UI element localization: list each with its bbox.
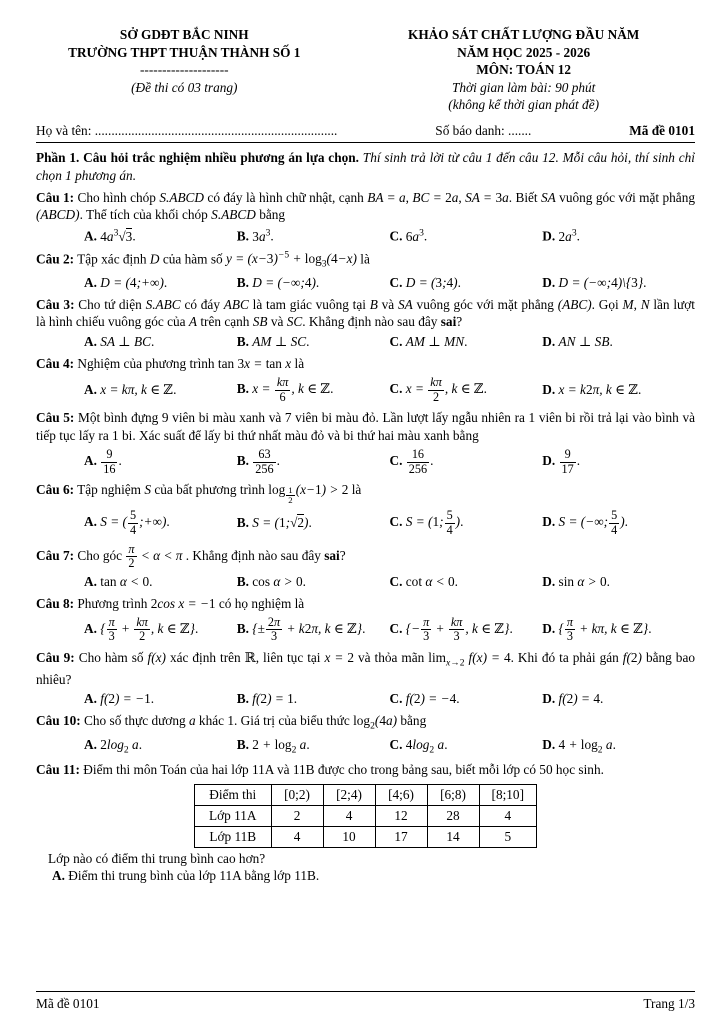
duration-line: Thời gian làm bài: 90 phút (451, 79, 596, 95)
question-text: Phương trình 2cos x = −1 có họ nghiệm là (77, 595, 305, 611)
option-b: B. {± $\frac{2\pi}{3}$ + k2π, k ∈ ℤ}. (236, 614, 366, 644)
question-text: Cho hình chóp S.ABCD có đáy là hình chữ nhật, cạnh BA = a, BC = 2a, SA = 3a. Biết SA vuông góc với mặt phẳng (ABCD). Thể tích của khối chóp S.ABCD bằng (36, 189, 695, 223)
question-10 (36, 712, 695, 756)
question-label: Câu 10: (36, 713, 81, 729)
table-cell: 28 (427, 806, 479, 827)
question-11-followup: Lớp nào có điểm thi trung bình cao hơn? (48, 851, 266, 867)
option-d: D. $2a^3$. (542, 227, 580, 244)
option-b: B. $2 + \log_2 a$. (236, 736, 310, 756)
question-7 (36, 543, 695, 591)
question-text: Cho hàm số f(x) xác định trên ℝ, liên tục tại x = 2 và thỏa mãn $\lim_{x\to 2} f(x) = 4$. Khi đó ta phải gán f(2) bằng bao nhiêu? (36, 650, 695, 687)
option-a: A. SA ⊥ BC. (84, 334, 155, 350)
question-2 (36, 250, 695, 292)
header-divider (36, 142, 695, 143)
table-cell: 12 (375, 806, 427, 827)
option-b: B. AM ⊥ SC. (236, 334, 310, 350)
question-9 (36, 649, 695, 708)
table-cell: 17 (375, 827, 427, 848)
option-a: A. $\frac{9}{16}$ . (84, 447, 122, 476)
option-b: B. x = $\frac{k\pi}{6}$ , k ∈ ℤ. (236, 375, 334, 404)
option-a: A. { $\frac{\pi}{3}$ + $\frac{k\pi}{2}$ , k ∈ ℤ}. (84, 614, 199, 644)
options-row (36, 448, 695, 476)
question-text: Tập xác định D của hàm số $y = (x-3)^{-5} + \log_3(4-x)$ là (77, 249, 370, 270)
footer-exam-code: Mã đề 0101 (36, 996, 100, 1011)
option-a: A. f(2) = −1. (84, 691, 155, 707)
options-row (36, 574, 695, 590)
question-text: Điểm thi môn Toán của hai lớp 11A và 11B được cho trong bảng sau, biết mỗi lớp có 50 học sinh. (83, 761, 604, 777)
table-header-cell: [6;8) (427, 785, 479, 806)
question-label: Câu 1: (36, 189, 75, 205)
question-text: Một bình đựng 9 viên bi màu xanh và 7 viên bi màu đỏ. Lần lượt lấy ngẫu nhiên ra 1 viên bi rồi trả lại vào bình và tiếp tục lấy ra 1 bi. Xác suất để lấy bi thứ nhất màu đỏ và bi thứ hai màu xanh bằng (36, 410, 696, 444)
table-row-label: Lớp 11B (194, 827, 271, 848)
question-11 (36, 761, 695, 885)
table-cell: 4 (271, 827, 323, 848)
header-right (352, 26, 695, 114)
option-b: B. f(2) = 1. (236, 691, 298, 707)
option-b: B. $\frac{63}{256}$ . (236, 447, 280, 476)
option-d: D. $4 + \log_2 a$. (542, 736, 616, 756)
candidate-number-label: Số báo danh: ....... (435, 122, 532, 138)
option-d: D. $\frac{9}{17}$ . (542, 447, 581, 476)
option-b: B. S = (1;√2). (236, 515, 312, 531)
footer-page-number: Trang 1/3 (643, 996, 695, 1011)
option-c: C. S = (1; $\frac{5}{4}$ ). (389, 508, 464, 537)
option-c: C. AM ⊥ MN. (389, 334, 468, 350)
option-d: D. x = k2π, k ∈ ℤ. (542, 382, 642, 398)
question-4 (36, 355, 695, 405)
table-cell: 5 (479, 827, 537, 848)
name-field-label: Họ và tên: ......................................................................... (36, 122, 338, 138)
question-label: Câu 6: (36, 482, 75, 498)
question-text: Cho góc $\frac{\pi}{2}$ < α < π . Khẳng định nào sau đây sai? (77, 541, 346, 571)
question-5 (36, 409, 695, 477)
table-header-cell: [2;4) (323, 785, 375, 806)
option-b: B. cos α > 0. (236, 573, 306, 589)
table-row-label: Lớp 11A (194, 806, 271, 827)
table-header-cell: [4;6) (375, 785, 427, 806)
part1-instruction: Thí sinh trả lời từ câu 1 đến câu 12. Mỗi câu hỏi, thí sinh chỉ chọn 1 phương án. (36, 150, 696, 183)
table-header-cell: [8;10] (479, 785, 537, 806)
school-year: NĂM HỌC 2025 - 2026 (457, 44, 591, 60)
question-1 (36, 189, 695, 246)
option-a: A. tan α < 0. (84, 573, 153, 589)
question-6 (36, 481, 695, 538)
exam-title: KHẢO SÁT CHẤT LƯỢNG ĐẦU NĂM (407, 27, 640, 42)
school-name: TRƯỜNG THPT THUẬN THÀNH SỐ 1 (68, 44, 301, 60)
option-d: D. f(2) = 4. (542, 691, 604, 707)
part1-heading (36, 149, 695, 185)
question-label: Câu 9: (36, 650, 75, 666)
question-label: Câu 5: (36, 410, 75, 426)
option-d: D. S = (−∞; $\frac{5}{4}$ ). (542, 508, 628, 537)
table-row-11a (194, 806, 536, 827)
option-b: B. D = (−∞;4). (236, 274, 320, 290)
option-c: C. $4\log_2$ a. (389, 736, 448, 756)
question-text: Cho tứ diện S.ABC có đáy ABC là tam giác vuông tại B và SA vuông góc với mặt phẳng (ABC). Gọi M, N lần lượt là hình chiếu vuông góc của A trên cạnh SB và SC. Khẳng định nào sau đây sai? (36, 296, 695, 330)
table-cell: 4 (323, 806, 375, 827)
exam-code-label: Mã đề 0101 (629, 122, 695, 138)
option-a: A. $4a^3√3$. (84, 227, 136, 244)
options-row (36, 691, 695, 707)
question-label: Câu 8: (36, 595, 75, 611)
option-c: C. f(2) = −4. (389, 691, 460, 707)
separator-dashes: -------------------- (139, 62, 229, 78)
part1-title: Phần 1. Câu hỏi trắc nghiệm nhiều phương án lựa chọn. (36, 150, 359, 166)
question-text: Tập nghiệm S của bất phương trình log $_{\frac{1}{2}}$ (x−1) > 2 là (77, 482, 362, 506)
question-label: Câu 11: (36, 761, 80, 777)
question-text: Nghiệm của phương trình tan 3x = tan x là (77, 356, 305, 372)
question-8 (36, 595, 695, 645)
option-a: A. S = ( $\frac{5}{4}$ ;+∞). (84, 508, 170, 537)
candidate-info-row (36, 122, 695, 139)
question-text: Cho số thực dương a khác 1. Giá trị của biểu thức $\log_2(4a)$ bằng (84, 713, 427, 733)
subject-line: MÔN: TOÁN 12 (476, 62, 572, 78)
options-row (36, 509, 695, 537)
option-b: B. $3a^3$. (236, 227, 274, 244)
question-label: Câu 4: (36, 356, 75, 372)
options-row (36, 737, 695, 756)
table-cell: 14 (427, 827, 479, 848)
option-a: A. $2\log_2$ a. (84, 736, 143, 756)
option-c: C. $\frac{16}{256}$ . (389, 447, 434, 476)
header (36, 26, 695, 114)
option-d: D. sin α > 0. (542, 573, 610, 589)
duration-note: (không kể thời gian phát đề) (448, 97, 600, 113)
question-label: Câu 3: (36, 296, 75, 312)
table-header-cell: [0;2) (271, 785, 323, 806)
option-c: C. $6a^3$. (389, 227, 428, 244)
question-label: Câu 7: (36, 547, 75, 563)
options-row (36, 227, 695, 244)
department-name: SỞ GDĐT BẮC NINH (119, 27, 249, 42)
option-c: C. cot α < 0. (389, 573, 458, 589)
options-row (36, 275, 695, 291)
option-a: A. Điểm thi trung bình của lớp 11A bằng lớp 11B. (52, 868, 320, 884)
score-table (194, 784, 537, 848)
table-cell: 2 (271, 806, 323, 827)
option-c: C. {− $\frac{\pi}{3}$ + $\frac{k\pi}{3}$ , k ∈ ℤ}. (389, 614, 513, 644)
options-row (36, 376, 695, 404)
table-header-row (194, 785, 536, 806)
page-footer (36, 991, 695, 1012)
option-d: D. AN ⊥ SB. (542, 334, 613, 350)
option-a: A. x = kπ, k ∈ ℤ. (84, 382, 177, 398)
table-cell: 4 (479, 806, 537, 827)
options-row (36, 334, 695, 350)
header-left (36, 26, 333, 114)
option-d: D. { $\frac{\pi}{3}$ + kπ, k ∈ ℤ}. (542, 614, 652, 644)
table-row-11b (194, 827, 536, 848)
question-3 (36, 296, 695, 352)
table-cell: 10 (323, 827, 375, 848)
option-d: D. D = (−∞;4)\{3}. (542, 274, 647, 290)
exam-pages-note: (Đề thi có 03 trang) (131, 79, 238, 95)
question-label: Câu 2: (36, 251, 75, 267)
table-header-cell: Điểm thi (194, 785, 271, 806)
option-c: C. D = (3;4). (389, 274, 461, 290)
option-a: A. D = (4;+∞). (84, 274, 168, 290)
option-c: C. x = $\frac{k\pi}{2}$ , k ∈ ℤ. (389, 375, 487, 404)
options-row (36, 616, 695, 644)
